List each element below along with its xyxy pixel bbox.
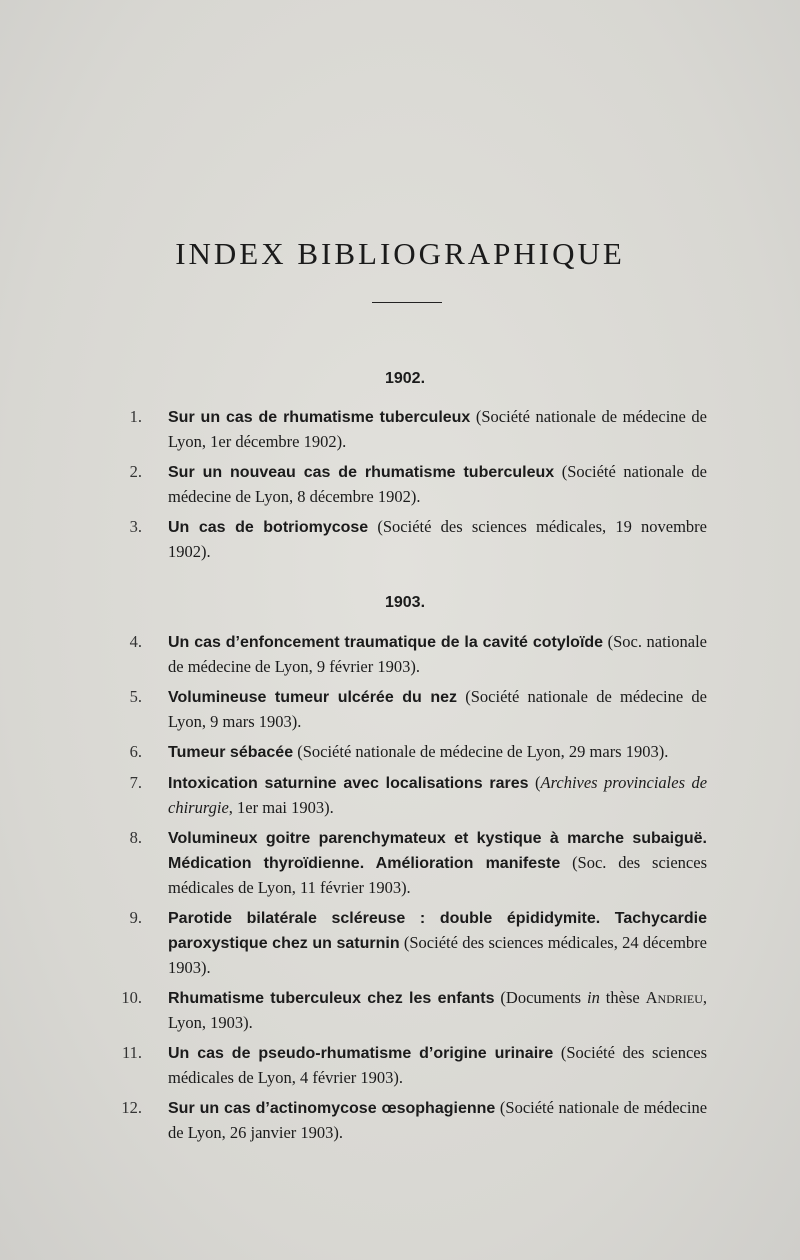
entry-source: (Soc. nationale de médecine de Lyon, 9 février 1903).	[168, 632, 707, 676]
list-item	[0, 405, 800, 454]
list-item	[0, 1041, 800, 1090]
entry-number: 10.	[121, 988, 142, 1007]
entry-source: , 1er mai 1903).	[228, 798, 334, 817]
entry-source: (Société nationale de médecine de Lyon, 29 mars 1903).	[297, 742, 669, 761]
entry-title: Parotide bilatérale scléreuse : double épididymite. Tachycardie paroxystique chez un saturnin	[168, 910, 707, 952]
list-item	[0, 771, 800, 820]
entry-title: Un cas d’enfoncement traumatique de la cavité cotyloïde	[168, 634, 604, 651]
title-divider	[372, 302, 442, 303]
entry-title: Un cas de botriomycose	[168, 519, 369, 536]
entry-source: (Société nationale de médecine de Lyon, 1er décembre 1902).	[168, 407, 707, 451]
entry-author: Andrieu	[645, 988, 703, 1007]
entries-1903	[0, 630, 800, 1151]
entries-1902	[0, 405, 800, 570]
entry-source: (Société nationale de médecine de Lyon, 26 janvier 1903).	[168, 1098, 708, 1142]
entry-source: (Société nationale de médecine de Lyon, 8 décembre 1902).	[168, 462, 707, 506]
list-item	[0, 460, 800, 509]
entry-title: Intoxication saturnine avec localisations rares	[168, 775, 529, 792]
entry-number: 9.	[129, 908, 142, 927]
entry-title: Tumeur sébacée	[168, 744, 294, 761]
page-title: INDEX BIBLIOGRAPHIQUE	[175, 236, 625, 271]
list-item	[0, 906, 800, 980]
entry-title: Sur un nouveau cas de rhumatisme tuberculeux	[168, 464, 555, 481]
entry-source: (Soc. des sciences médicales de Lyon, 11 février 1903).	[168, 853, 707, 897]
entry-number: 12.	[121, 1098, 142, 1117]
entry-title: Un cas de pseudo-rhumatisme d’origine urinaire	[168, 1045, 554, 1062]
entry-title: Volumineuse tumeur ulcérée du nez	[168, 689, 458, 706]
entry-number: 2.	[129, 462, 142, 481]
entry-source: (Société des sciences médicales, 24 décembre 1903).	[168, 933, 708, 977]
list-item	[0, 986, 800, 1035]
list-item	[0, 515, 800, 564]
entry-source-in: in	[587, 988, 600, 1007]
entry-number: 3.	[129, 517, 142, 536]
entry-journal: Archives provinciales de chirurgie	[168, 773, 708, 817]
year-heading-1902: 1902.	[384, 370, 426, 387]
entry-source-open: (Documents	[500, 988, 588, 1007]
list-item	[0, 685, 800, 734]
entry-source: (Société des sciences médicales de Lyon, 4 février 1903).	[168, 1043, 708, 1087]
entry-number: 7.	[129, 773, 142, 792]
entry-number: 6.	[129, 742, 142, 761]
list-item	[0, 630, 800, 679]
entry-source: , Lyon, 1903).	[168, 988, 708, 1032]
entry-source: (Société des sciences médicales, 19 novembre 1902).	[168, 517, 707, 561]
entry-number: 4.	[129, 632, 142, 651]
entry-number: 8.	[129, 828, 142, 847]
entry-title: Rhumatisme tuberculeux chez les enfants	[168, 990, 495, 1007]
year-heading-1903: 1903.	[384, 594, 426, 611]
entry-source-mid: thèse	[599, 988, 646, 1007]
entry-number: 5.	[129, 687, 142, 706]
entry-title: Sur un cas d’actinomycose œsophagienne	[168, 1100, 496, 1117]
list-item	[0, 1096, 800, 1145]
entry-title: Volumineux goitre parenchymateux et kystique à marche subaiguë. Médication thyroïdienne. Amélioration manifeste	[168, 830, 707, 872]
entry-title: Sur un cas de rhumatisme tuberculeux	[168, 409, 471, 426]
entry-source-open: (	[534, 773, 541, 792]
entry-number: 11.	[121, 1043, 142, 1062]
entry-source: (Société nationale de médecine de Lyon, 9 mars 1903).	[168, 687, 708, 731]
list-item	[0, 826, 800, 900]
entry-number: 1.	[129, 407, 142, 426]
list-item	[0, 740, 800, 765]
